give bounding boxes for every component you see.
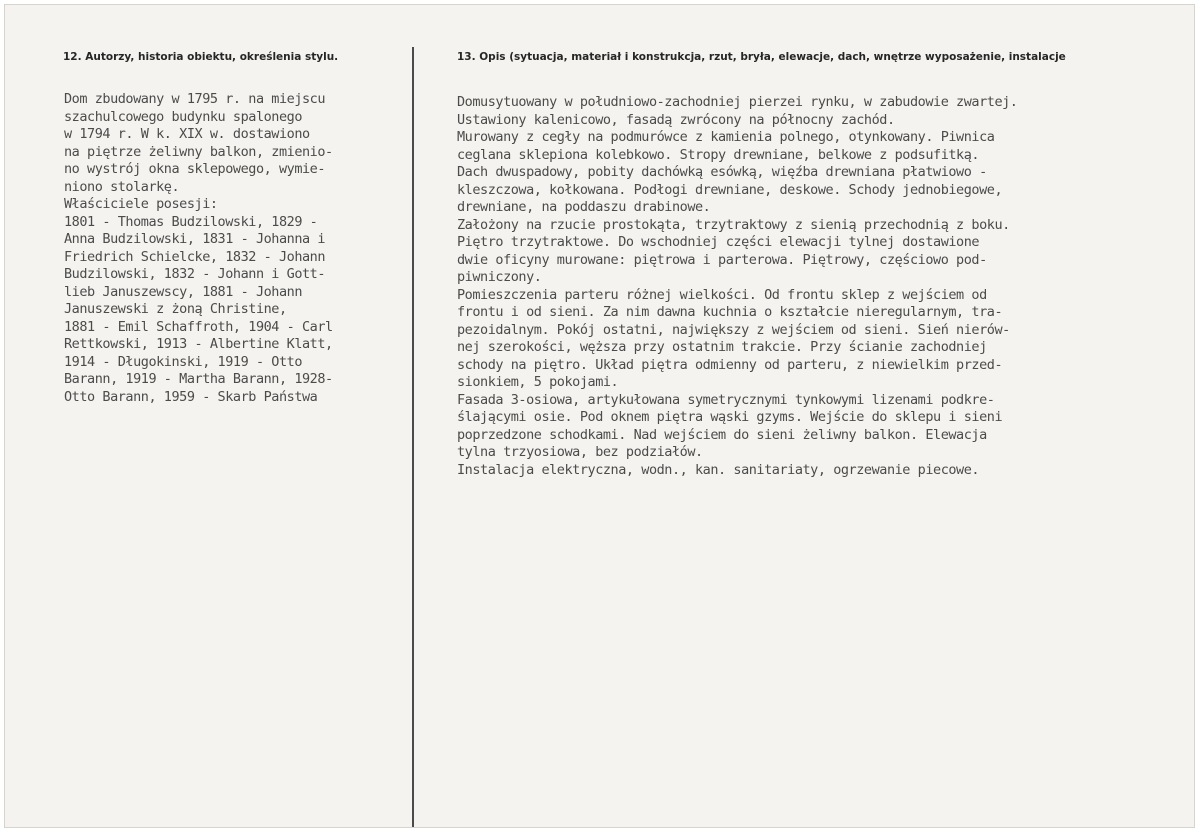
section-12-heading: 12. Autorzy, historia obiektu, określenia stylu. — [63, 51, 339, 63]
section-13-heading: 13. Opis (sytuacja, materiał i konstrukcja, rzut, bryła, elewacje, dach, wnętrze wyposażenie, instalacje — [457, 51, 1066, 63]
record-card — [4, 4, 1195, 828]
column-divider — [412, 47, 414, 827]
description-text: Domusytuowany w południowo-zachodniej pierzei rynku, w zabudowie zwartej. Ustawiony kalenicowo, fasadą zwrócony na północny zachód. Murowany z cegły na podmurówce z kamienia polnego, otynkowany. Piwnica ceglana sklepiona kolebkowo. Stropy drewniane, belkowe z podsufitką. Dach dwuspadowy, pobity dachówką esówką, więźba drewniana płatwiowo - kleszczowa, kołkowana. Podłogi drewniane, deskowe. Schody jednobiegowe, drewniane, na poddaszu drabinowe. Założony na rzucie prostokąta, trzytraktowy z sienią przechodnią z boku. Piętro trzytraktowe. Do wschodniej części elewacji tylnej dostawione dwie oficyny murowane: piętrowa i parterowa. Piętrowy, częściowo pod- piwniczony. Pomieszczenia parteru różnej wielkości. Od frontu sklep z wejściem od frontu i od sieni. Za nim dawna kuchnia o kształcie nieregularnym, tra- pezoidalnym. Pokój ostatni, największy z wejściem od sieni. Sień nierów- nej szerokości, węższa przy ostatnim trakcie. Przy ścianie zachodniej schody na piętro. Układ piętra odmienny od parteru, z niewielkim przed- sionkiem, 5 pokojami. Fasada 3-osiowa, artykułowana symetrycznymi tynkowymi lizenami podkre- ślającymi osie. Pod oknem piętra wąski gzyms. Wejście do sklepu i sieni poprzedzone schodkami. Nad wejściem do sieni żeliwny balkon. Elewacja tylna trzyosiowa, bez podziałów. Instalacja elektryczna, wodn., kan. sanitariaty, ogrzewanie piecowe. — [457, 94, 1018, 478]
history-text: Dom zbudowany w 1795 r. na miejscu szachulcowego budynku spalonego w 1794 r. W k. XIX w. dostawiono na piętrze żeliwny balkon, zmienio- no wystrój okna sklepowego, wymie- niono stolarkę. Właściciele posesji: 1801 - Thomas Budzilowski, 1829 - Anna Budzilowski, 1831 - Johanna i Friedrich Schielcke, 1832 - Johann Budzilowski, 1832 - Johann i Gott- lieb Januszewscy, 1881 - Johann Januszewski z żoną Christine, 1881 - Emil Schaffroth, 1904 - Carl Rettkowski, 1913 - Albertine Klatt, 1914 - Długokinski, 1919 - Otto Barann, 1919 - Martha Barann, 1928- Otto Barann, 1959 - Skarb Państwa — [64, 91, 333, 405]
